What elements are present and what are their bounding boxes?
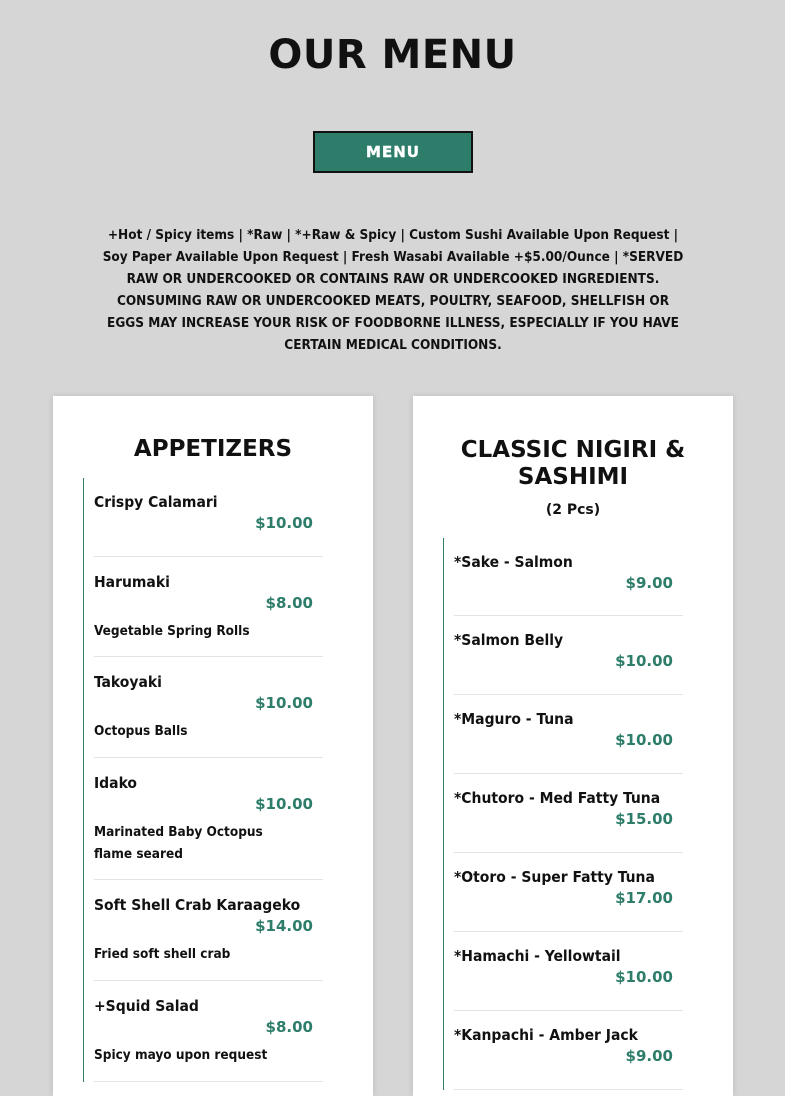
- nigiri-list: [443, 538, 693, 1090]
- appetizers-list: [83, 478, 333, 1082]
- list-item: [454, 695, 683, 774]
- nigiri-title: CLASSIC NIGIRI & SASHIMI: [460, 437, 686, 490]
- item-description: Octopus Balls: [94, 723, 188, 739]
- item-price: $10.00: [615, 968, 673, 986]
- item-name: *Chutoro - Med Fatty Tuna: [454, 789, 661, 807]
- item-name: Crispy Calamari: [94, 493, 218, 511]
- item-price: $17.00: [615, 889, 673, 907]
- nigiri-card: [413, 396, 733, 1096]
- list-item: [94, 981, 323, 1082]
- item-name: +Squid Salad: [94, 997, 199, 1015]
- item-price: $10.00: [255, 694, 313, 712]
- item-price: $9.00: [625, 574, 673, 592]
- item-name: *Maguro - Tuna: [454, 710, 574, 728]
- item-description: Fried soft shell crab: [94, 946, 231, 962]
- list-item: [454, 774, 683, 853]
- item-name: Soft Shell Crab Karaageko: [94, 896, 301, 914]
- item-price: $10.00: [615, 652, 673, 670]
- item-name: *Salmon Belly: [454, 631, 564, 649]
- item-name: *Kanpachi - Amber Jack: [454, 1026, 638, 1044]
- item-price: $8.00: [265, 594, 313, 612]
- item-name: *Otoro - Super Fatty Tuna: [454, 868, 655, 886]
- menu-notice: +Hot / Spicy items | *Raw | *+Raw & Spicy | Custom Sushi Available Upon Request | Soy Paper Available Upon Request | Fresh Wasabi Available +$5.00/Ounce | *SERVED RAW OR UNDERCOOKED OR CONTAINS RAW OR UNDERCOOKED INGREDIENTS. CONSUMING RAW OR UNDERCOOKED MEATS, POULTRY, SEAFOOD, SHELLFISH OR EGGS MAY INCREASE YOUR RISK OF FOODBORNE ILLNESS, ESPECIALLY IF YOU HAVE CERTAIN MEDICAL CONDITIONS.: [102, 227, 684, 353]
- menu-button[interactable]: MENU: [313, 131, 473, 173]
- item-price: $10.00: [255, 795, 313, 813]
- list-item: [94, 657, 323, 758]
- list-item: [454, 1011, 683, 1090]
- list-item: [454, 853, 683, 932]
- item-description: Spicy mayo upon request: [94, 1047, 268, 1063]
- appetizers-card: [53, 396, 373, 1096]
- item-price: $8.00: [265, 1018, 313, 1036]
- item-name: *Sake - Salmon: [454, 553, 573, 571]
- item-price: $14.00: [255, 917, 313, 935]
- list-item: [94, 478, 323, 557]
- list-item: [94, 557, 323, 657]
- item-description: Vegetable Spring Rolls: [94, 623, 250, 639]
- item-price: $10.00: [615, 731, 673, 749]
- list-item: [94, 880, 323, 981]
- appetizers-title: APPETIZERS: [133, 436, 293, 462]
- item-name: Idako: [94, 774, 138, 792]
- item-name: Harumaki: [94, 573, 170, 591]
- list-item: [454, 538, 683, 616]
- item-price: $10.00: [255, 514, 313, 532]
- page-title: OUR MENU: [268, 32, 517, 78]
- item-name: *Hamachi - Yellowtail: [454, 947, 621, 965]
- list-item: [94, 758, 323, 880]
- item-description: Marinated Baby Octopus flame seared: [94, 824, 263, 862]
- list-item: [454, 616, 683, 695]
- item-name: Takoyaki: [94, 673, 162, 691]
- item-price: $9.00: [625, 1047, 673, 1065]
- list-item: [454, 932, 683, 1011]
- nigiri-subtitle: (2 Pcs): [545, 502, 601, 518]
- item-price: $15.00: [615, 810, 673, 828]
